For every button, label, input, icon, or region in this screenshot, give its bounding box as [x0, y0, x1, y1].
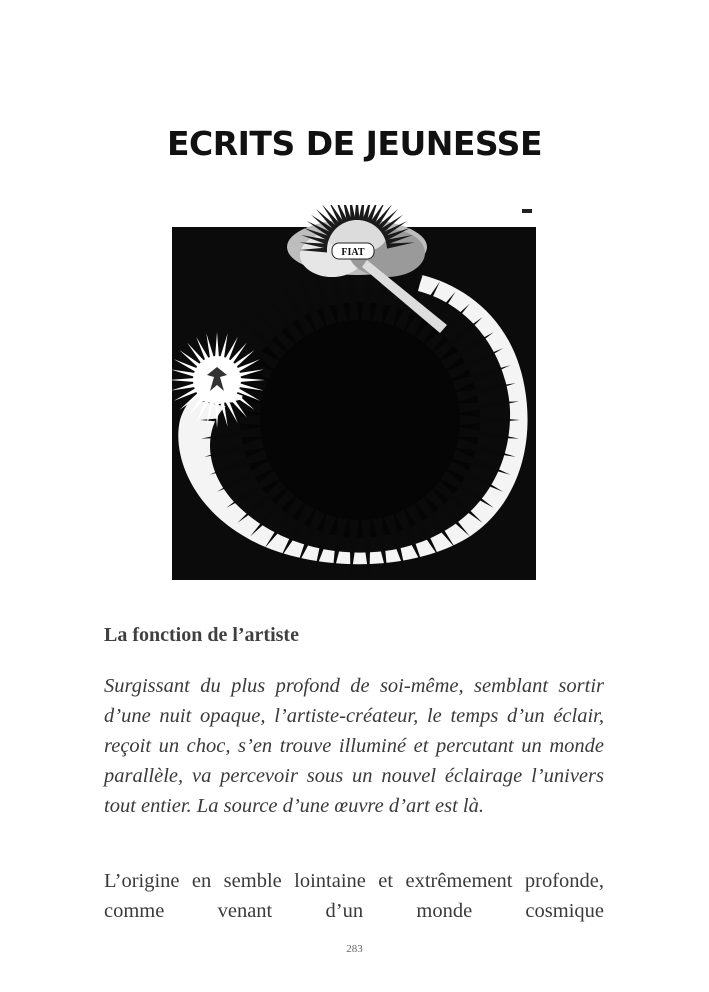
- section-heading: La fonction de l’artiste: [104, 624, 299, 646]
- page-title: ECRITS DE JEUNESSE: [166, 124, 542, 163]
- body-paragraph: L’origine en semble lointaine et extrêmement profonde, comme venant d’un monde cosmique: [104, 870, 604, 922]
- page-number: 283: [346, 943, 363, 955]
- dark-core: [240, 302, 480, 538]
- corner-mark: [522, 209, 532, 213]
- dove-icon: [193, 356, 241, 404]
- engraving-image: [172, 205, 538, 580]
- italic-paragraph: Surgissant du plus profond de soi-même, semblant sortir d’une nuit opaque, l’artiste-créateur, le temps d’un éclair, reçoit un choc, s’en trouve illuminé et percutant un monde parallèle, va percevoir sous un nouvel éclairage l’univers tout entier. La source d’une œuvre d’art est là.: [104, 675, 604, 817]
- fiat-label: FIAT: [341, 247, 365, 258]
